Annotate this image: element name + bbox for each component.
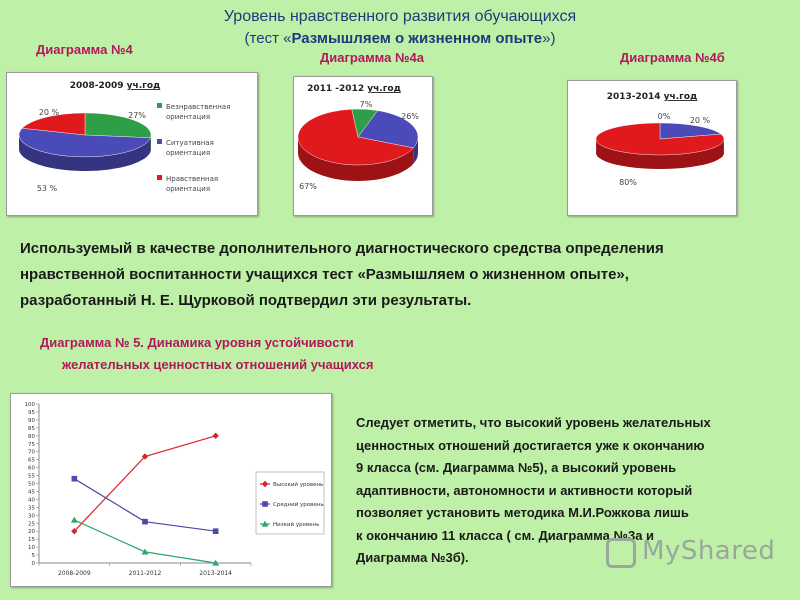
diagram-4a-label: Диаграмма №4а [320,50,424,65]
y-tick-label: 70 [28,449,35,456]
data-point [213,528,219,534]
y-tick-label: 45 [28,489,35,496]
data-point [142,519,148,525]
legend-swatch [157,103,162,108]
diagram-4-label: Диаграмма №4 [36,42,133,57]
legend-label: Низкий уровень [273,522,320,528]
pie-title-year: 2011 -2012 [307,84,368,94]
y-tick-label: 20 [28,529,35,536]
pie-value-label: 0% [657,112,671,121]
legend-label: Средний уровень [273,502,324,508]
pie-value-label: 67% [299,182,317,191]
pie-value-label: 7% [359,100,373,109]
pie-title [70,81,161,91]
legend-label: ориентация [166,149,211,157]
y-tick-label: 50 [28,481,35,488]
pie-value-label: 53 % [36,184,58,193]
pie-chart-2011 [294,77,432,215]
pie-value-label: 26% [401,112,419,121]
pie-chart-panel-2011 [293,76,433,216]
y-tick-label: 10 [28,545,35,552]
y-tick-label: 85 [28,425,35,432]
y-tick-label: 15 [28,537,35,544]
y-tick-label: 80 [28,433,35,440]
y-tick-label: 25 [28,521,35,528]
y-tick-label: 40 [28,497,35,504]
page-title: Уровень нравственного развития обучающихся [223,8,577,25]
line-chart-dynamics [11,394,331,586]
y-tick-label: 90 [28,417,35,424]
data-point [212,433,218,439]
x-tick-label: 2011-2012 [128,570,162,577]
y-tick-label: 5 [31,553,35,560]
page-subtitle: (тест «Размышляем о жизненном опыте») [244,30,556,47]
pie-title-suffix: уч.год [663,92,698,102]
legend-label: Ситуативная [166,139,214,147]
pie-chart-2013 [568,81,736,215]
pie-value-label: 20 % [689,116,711,125]
pie-title [307,84,401,94]
series-line [74,520,215,563]
data-point [72,476,78,482]
data-point [71,517,78,523]
pie-title [607,92,698,102]
y-tick-label: 95 [28,409,35,416]
pie-chart-2008 [7,73,257,215]
legend-label: ориентация [166,185,211,193]
line-chart-panel [10,393,332,587]
pie-title-suffix: уч.год [367,84,401,94]
series-line [74,436,215,531]
y-tick-label: 35 [28,505,35,512]
watermark-logo-icon [606,538,636,568]
y-tick-label: 75 [28,441,35,448]
intro-paragraph: Используемый в качестве дополнительного диагностического средства определения нравственной воспитанности учащихся тест «Размышляем о жизненном опыте», разработанный Н. Е. Щурковой подтвердил эти результаты. [20,240,664,309]
diagram-4b-label: Диаграмма №4б [620,50,725,65]
watermark: MyShared [642,536,776,566]
pie-chart-panel-2013 [567,80,737,216]
y-tick-label: 100 [24,402,35,408]
pie-chart-panel-2008 [6,72,258,216]
pie-value-label: 20 % [38,108,60,117]
data-point [262,501,268,507]
y-tick-label: 0 [31,561,35,567]
legend-label: Высокий уровень [273,482,324,488]
y-tick-label: 65 [28,457,35,464]
y-tick-label: 55 [28,473,35,480]
x-tick-label: 2008-2009 [57,570,91,577]
legend-swatch [157,175,162,180]
pie-title-year: 2013-2014 [606,92,664,102]
y-tick-label: 30 [28,513,35,520]
test-name: Размышляем о жизненном опыте [291,30,543,47]
x-tick-label: 2013-2014 [199,570,233,577]
pie-value-label: 27% [128,111,146,120]
diagram-5-caption: Диаграмма № 5. Динамика уровня устойчивости желательных ценностных отношений учащихся [40,335,374,372]
legend-label: ориентация [166,113,211,121]
legend-label: Безнравственная [166,103,231,111]
conclusion-paragraph: Следует отметить, что высокий уровень желательных ценностных отношений достигается уже к окончанию 9 класса (см. Диаграмма №5), а высокий уровень адаптивности, автономности и активности который позволяет установить методика М.И.Рожкова лишь к окончанию 11 класса ( см. Диаграмма №3а и Диаграмма №3б). [356,415,711,565]
pie-value-label: 80% [619,178,637,187]
y-tick-label: 60 [28,465,35,472]
pie-title-suffix: уч.год [126,81,161,91]
pie-title-year: 2008-2009 [69,81,127,91]
legend-swatch [157,139,162,144]
legend-label: Нравственная [166,175,219,183]
